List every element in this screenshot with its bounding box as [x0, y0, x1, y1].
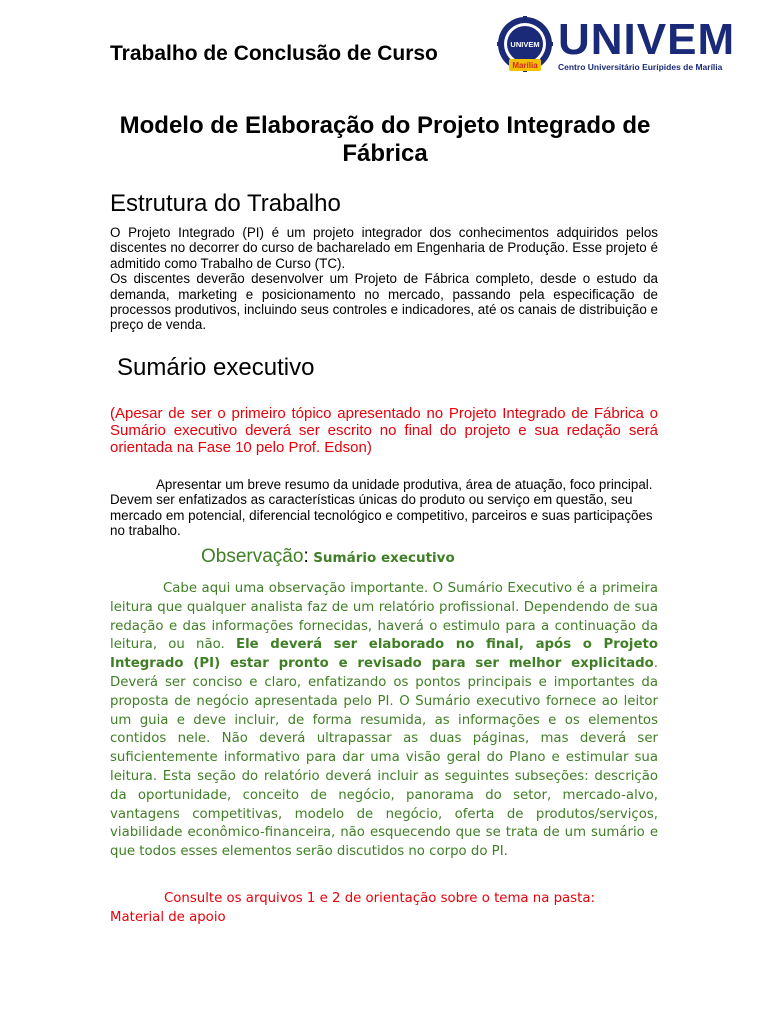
document-title: Modelo de Elaboração do Projeto Integrado de Fábrica — [119, 112, 651, 167]
observation-text-bold: Ele deverá ser elaborado no final, após o Projeto Integrado (PI) estar pronto e revisado para ser melhor explicitado — [110, 637, 659, 672]
intro-paragraphs — [110, 225, 658, 333]
logo-wordmark: UNIVEM — [558, 15, 736, 64]
section-heading-estrutura: Estrutura do Trabalho — [110, 190, 341, 217]
observation-text-2: . Deverá ser conciso e claro, enfatizando os pontos principais e importantes da proposta de negócio apresentada pelo PI. O Sumário executivo fornece ao leitor um guia e deve incluir, de forma resumida, as informações e os elementos contidos nele. Não deverá ultrapassar as duas páginas, mas deverá ser suficientemente informativo para dar uma visão geral do Plano e estimular sua leitura. Esta seção do relatório deverá incluir as seguintes subseções: descrição da oportunidade, conceito de negócio, panorama do setor, mercado-alvo, vantagens competitivas, modelo de negócio, oferta de produtos/serviços, viabilidade econômico-financeira, não esquecendo que se trata de um sumário e que todos esses elementos serão discutidos no corpo do PI. — [110, 656, 658, 860]
intro-paragraph-2: Os discentes deverão desenvolver um Projeto de Fábrica completo, desde o estudo da demanda, marketing e posicionamento no mercado, passando pela especificação de processos produtivos, incluindo seus controles e indicadores, até os canais de distribuição e preço de venda. — [110, 271, 658, 333]
logo-subtitle: Centro Universitário Eurípides de Marília — [558, 62, 723, 72]
svg-text:Marília: Marília — [512, 61, 538, 70]
consult-line-2: Material de apoio — [110, 910, 226, 925]
red-note: (Apesar de ser o primeiro tópico apresentado no Projeto Integrado de Fábrica o Sumário executivo deverá ser escrito no final do projeto e sua redação será orientada na Fase 10 pelo Prof. Edson) — [110, 405, 658, 456]
observation-text-1: Cabe aqui uma observação importante. O Sumário Executivo é a primeira leitura que qualquer analista faz de um relatório profissional. Dependendo de sua redação e das informações fornecidas, haverá o estimulo para a continuação da leitura, ou não. — [110, 581, 658, 653]
intro-paragraph-1: O Projeto Integrado (PI) é um projeto integrador dos conhecimentos adquiridos pelos discentes no decorrer do curso de bacharelado em Engenharia de Produção. Esse projeto é admitido como Trabalho de Curso (TC). — [110, 225, 658, 271]
univem-logo — [496, 16, 756, 76]
svg-text:UNIVEM: UNIVEM — [510, 40, 540, 49]
header-title: Trabalho de Conclusão de Curso — [110, 42, 438, 65]
observation-paragraph — [110, 580, 658, 862]
univem-seal-icon — [496, 16, 554, 74]
observation-subject: Sumário executivo — [313, 550, 455, 566]
section-heading-sumario: Sumário executivo — [117, 354, 315, 381]
instruction-paragraph: Apresentar um breve resumo da unidade produtiva, área de atuação, foco principal. Devem ser enfatizados as características únicas do produto ou serviço em questão, seu mercado em potencial, diferencial tecnológico e competitivo, parceiros e suas participações no trabalho. — [110, 477, 653, 539]
consult-line-1: Consulte os arquivos 1 e 2 de orientação sobre o tema na pasta: — [164, 891, 595, 906]
consult-note — [110, 889, 658, 927]
observation-colon: : — [303, 546, 309, 567]
observation-label: Observação — [201, 546, 304, 567]
observation-heading — [201, 546, 455, 568]
